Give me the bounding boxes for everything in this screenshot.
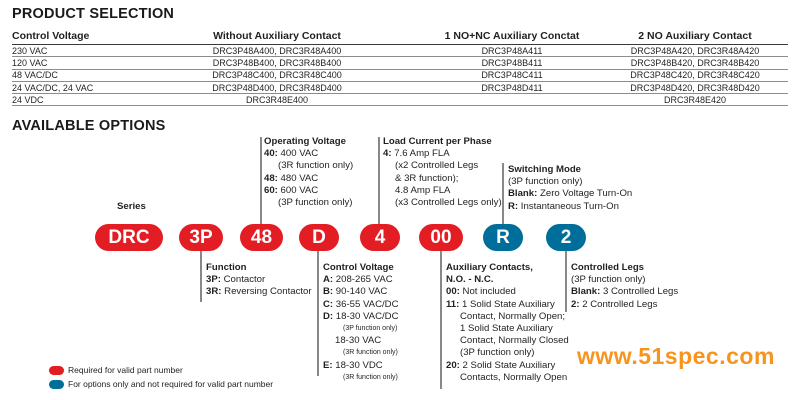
table-cell: 230 VAC — [12, 45, 132, 57]
table-cell: DRC3P48C400, DRC3R48C400 — [132, 69, 422, 81]
table-cell: 24 VDC — [12, 94, 132, 106]
required-legend-label: Required for valid part number — [68, 365, 183, 375]
operating-voltage-block: Operating Voltage 40: 400 VAC (3R function only) 48: 480 VAC 60: 600 VAC (3P function only) — [264, 136, 354, 209]
table-cell: DRC3R48E400 — [132, 94, 422, 106]
table-cell: 24 VAC/DC, 24 VAC — [12, 81, 132, 93]
table-cell: DRC3P48D400, DRC3R48D400 — [132, 81, 422, 93]
optional-legend-label: For options only and not required for valid part number — [68, 379, 274, 389]
code-pill-switching-mode: R — [483, 224, 523, 251]
available-options-title: AVAILABLE OPTIONS — [12, 118, 166, 134]
column-header: 1 NO+NC Auxiliary Conctat — [422, 29, 602, 45]
table-cell: 48 VAC/DC — [12, 69, 132, 81]
series-label: Series — [117, 201, 146, 212]
column-header: Without Auxiliary Contact — [132, 29, 422, 45]
table-cell: DRC3P48B411 — [422, 57, 602, 69]
function-block: Function 3P: Contactor 3R: Reversing Contactor — [206, 262, 312, 298]
aux-contacts-title: Auxiliary Contacts, — [446, 262, 533, 273]
optional-legend-dot — [49, 380, 64, 389]
table-cell: DRC3R48E420 — [602, 94, 788, 106]
control-voltage-block: Control Voltage A: 208-265 VAC B: 90-140 VAC C: 36-55 VAC/DC D: 18-30 VAC/DC (3P function only) 18-30 VAC (3R function only) E: 18-30 VDC (3R function only) — [323, 262, 399, 381]
table-cell: DRC3P48A411 — [422, 45, 602, 57]
required-legend-dot — [49, 366, 64, 375]
load-current-title: Load Current per Phase — [383, 136, 492, 147]
table-cell: DRC3P48A400, DRC3R48A400 — [132, 45, 422, 57]
aux-contacts-block: Auxiliary Contacts, N.O. - N.C. 00: Not included 11: 1 Solid State Auxiliary Contact, Normally Open; 1 Solid State Auxiliary Contact, Normally Closed (3P function only) 20: 2 Solid State Auxiliary Contacts, Normally Open — [446, 262, 569, 383]
watermark: www.51spec.com — [577, 343, 775, 369]
table-cell: DRC3P48C411 — [422, 69, 602, 81]
table-cell: 120 VAC — [12, 57, 132, 69]
load-current-block: Load Current per Phase 4: 7.6 Amp FLA (x2 Controlled Legs & 3R function); 4.8 Amp FLA (x3 Controlled Legs only) — [383, 136, 502, 209]
control-voltage-title: Control Voltage — [323, 262, 394, 273]
controlled-legs-title: Controlled Legs — [571, 262, 645, 273]
table-cell: DRC3P48A420, DRC3R48A420 — [602, 45, 788, 57]
table-cell: DRC3P48C420, DRC3R48C420 — [602, 69, 788, 81]
product-selection-title: PRODUCT SELECTION — [12, 6, 175, 22]
table-cell: DRC3P48B400, DRC3R48B400 — [132, 57, 422, 69]
column-header: 2 NO Auxiliary Contact — [602, 29, 788, 45]
switching-mode-block: Switching Mode (3P function only) Blank: Zero Voltage Turn-On R: Instantaneous Turn-On — [508, 164, 633, 212]
operating-voltage-title: Operating Voltage — [264, 136, 346, 147]
controlled-legs-block: Controlled Legs (3P function only) Blank: 3 Controlled Legs 2: 2 Controlled Legs — [571, 262, 679, 310]
switching-mode-title: Switching Mode — [508, 164, 582, 175]
code-pill-function: 3P — [179, 224, 223, 251]
table-cell: DRC3P48D420, DRC3R48D420 — [602, 81, 788, 93]
column-header: Control Voltage — [12, 29, 132, 45]
code-pill-aux-contacts: 00 — [419, 224, 463, 251]
code-pill-load-current: 4 — [360, 224, 400, 251]
code-pill-control-voltage: D — [299, 224, 339, 251]
code-pill-series: DRC — [95, 224, 163, 251]
function-title: Function — [206, 262, 247, 273]
table-cell: DRC3P48B420, DRC3R48B420 — [602, 57, 788, 69]
code-pill-operating-voltage: 48 — [240, 224, 283, 251]
code-pill-controlled-legs: 2 — [546, 224, 586, 251]
table-cell: DRC3P48D411 — [422, 81, 602, 93]
